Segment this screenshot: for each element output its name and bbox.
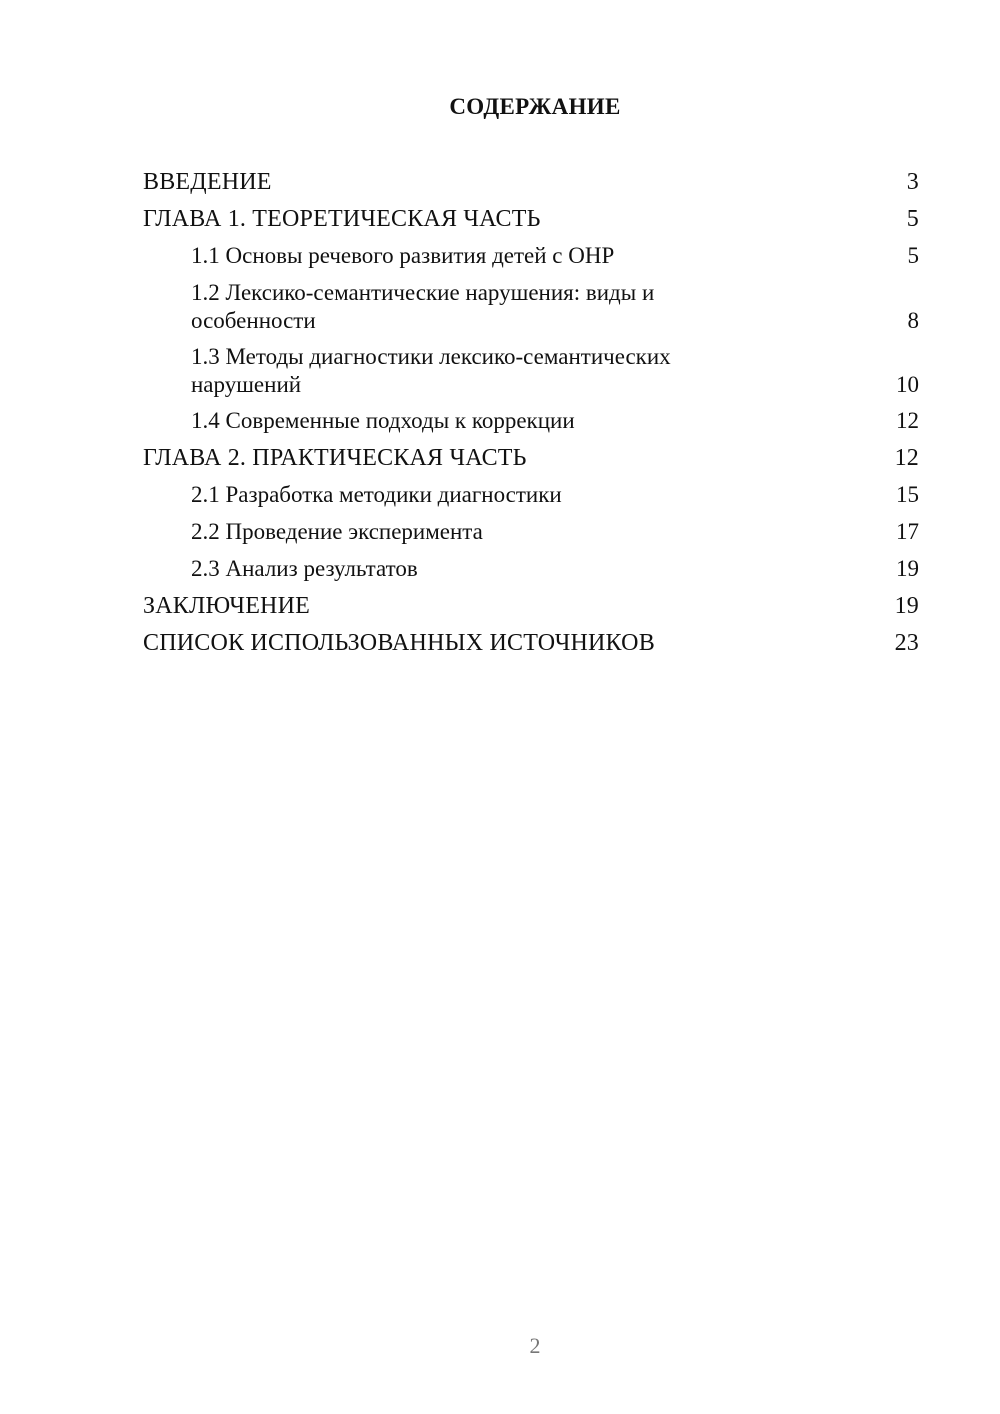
toc-entry-page: 10 [896, 372, 919, 397]
toc-entry-section-1-3[interactable] [143, 343, 919, 407]
toc-entry-conclusion[interactable] [143, 592, 919, 629]
toc-entry-page: 19 [894, 593, 919, 619]
toc-entry-page: 3 [906, 169, 919, 195]
toc-entry-references[interactable] [143, 629, 919, 666]
toc-entry-label: ЗАКЛЮЧЕНИЕ [143, 593, 310, 619]
toc-entry-label: 1.3 Методы диагностики лексико-семантических нарушений [191, 344, 671, 397]
toc-entry-label: СПИСОК ИСПОЛЬЗОВАННЫХ ИСТОЧНИКОВ [143, 630, 655, 656]
toc-entry-section-1-1[interactable] [143, 242, 919, 279]
toc-entry-chapter-1[interactable] [143, 205, 919, 242]
toc-entry-page: 17 [896, 519, 919, 544]
toc-entry-section-1-2[interactable] [143, 279, 919, 343]
toc-entry-chapter-2[interactable] [143, 444, 919, 481]
toc-title: СОДЕРЖАНИЕ [449, 94, 621, 119]
toc-entry-page: 12 [896, 408, 919, 433]
toc-entry-label: ВВЕДЕНИЕ [143, 169, 272, 195]
toc-entry-label: 1.2 Лексико-семантические нарушения: виды и особенности [191, 280, 655, 333]
toc-entry-label: ГЛАВА 2. ПРАКТИЧЕСКАЯ ЧАСТЬ [143, 445, 527, 471]
toc-entry-section-2-2[interactable] [143, 518, 919, 555]
toc-entry-page: 15 [896, 482, 919, 507]
toc-entry-label: 1.1 Основы речевого развития детей с ОНР [191, 243, 615, 268]
page-number: 2 [529, 1333, 541, 1358]
toc-entry-page: 5 [907, 243, 919, 268]
toc-entry-page: 23 [894, 630, 919, 656]
toc-entry-label: 2.3 Анализ результатов [191, 556, 418, 581]
toc-entry-section-1-4[interactable] [143, 407, 919, 444]
toc-entry-page: 19 [896, 556, 919, 581]
toc-entry-section-2-1[interactable] [143, 481, 919, 518]
toc-entry-page: 5 [906, 206, 919, 232]
toc-entry-label: 2.2 Проведение эксперимента [191, 519, 483, 544]
toc-entry-introduction[interactable] [143, 168, 919, 205]
toc-entry-label: ГЛАВА 1. ТЕОРЕТИЧЕСКАЯ ЧАСТЬ [143, 206, 541, 232]
toc-entry-section-2-3[interactable] [143, 555, 919, 592]
table-of-contents [143, 168, 919, 666]
toc-entry-label: 1.4 Современные подходы к коррекции [191, 408, 575, 433]
toc-entry-page: 8 [907, 308, 919, 333]
toc-entry-label: 2.1 Разработка методики диагностики [191, 482, 562, 507]
toc-entry-page: 12 [894, 445, 919, 471]
